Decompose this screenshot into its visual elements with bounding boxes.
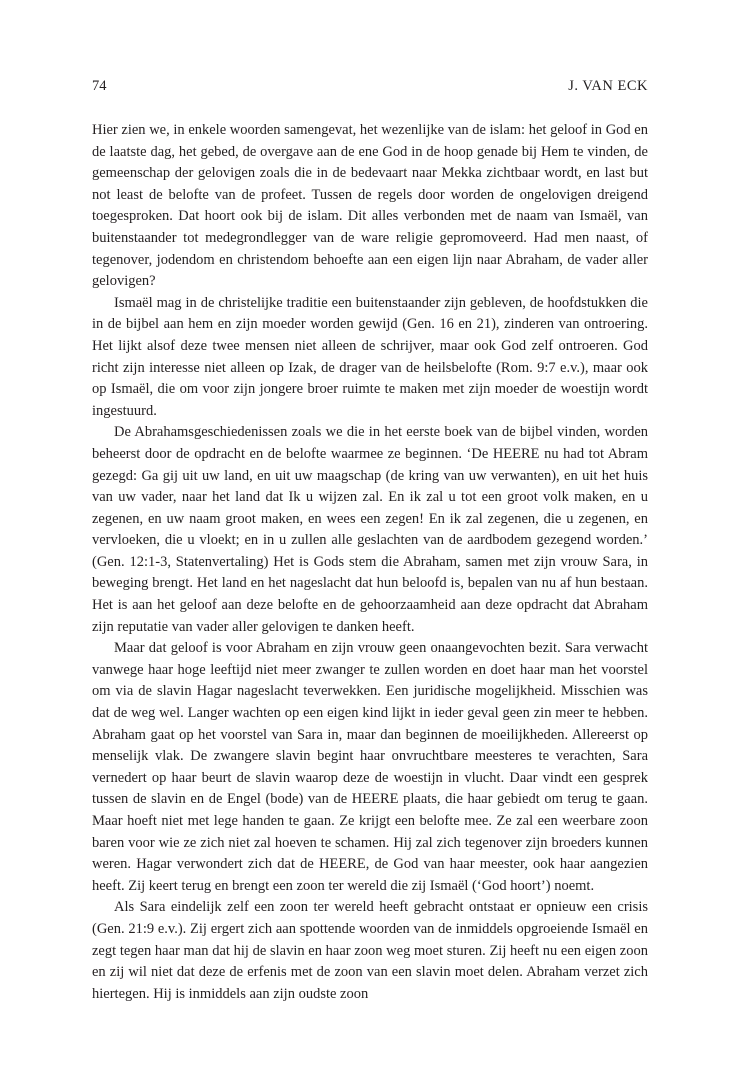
paragraph: Maar dat geloof is voor Abraham en zijn vrouw geen onaangevochten bezit. Sara verwacht vanwege haar hoge leeftijd niet meer zwanger te zullen worden en doet haar man het voorstel om via de slavin Hagar nageslacht teverwekken. Een juridische mogelijkheid. Misschien was dat de weg wel. Langer wachten op een eigen kind lijkt in ieder geval geen zin meer te hebben. Abraham gaat op het voorstel van Sara in, maar dan beginnen de moeilijkheden. Allereerst op menselijk vlak. De zwangere slavin begint haar onvruchtbare meesteres te verachten, Sara vernedert op haar beurt de slavin waarop deze de woestijn in vlucht. Daar vindt een gesprek tussen de slavin en de Engel (bode) van de HEERE plaats, die haar gebiedt om terug te gaan. Maar hoeft niet met lege handen te gaan. Ze krijgt een belofte mee. Ze zal een weerbare zoon baren voor wie ze zich niet zal hoeven te schamen. Hij zal zich tegenover zijn broeders kunnen weren. Hagar verwondert zich dat de HEERE, de God van haar meester, ook haar aangezien heeft. Zij keert terug en brengt een zoon ter wereld die zij Ismaël (‘God hoort’) noemt. [92, 640, 648, 894]
paragraph: Hier zien we, in enkele woorden samengevat, het wezenlijke van de islam: het geloof in God en de laatste dag, het gebed, de overgave aan de ene God in de hoop genade bij Hem te vinden, de gemeenschap der gelovigen zoals die in de bedevaart naar Mekka zichtbaar wordt, en last but not least de belofte van de profeet. Tussen de regels door worden de ongelovigen dreigend toegesproken. Dat hoort ook bij de islam. Dit alles verbonden met de naam van Ismaël, van buitenstaander tot medegrondlegger van de ware religie gepromoveerd. Had men naast, of tegenover, jodendom en christendom behoefte aan een eigen lijn naar Abraham, de vader aller gelovigen? [92, 122, 648, 290]
running-head-author: J. VAN ECK [568, 78, 648, 94]
book-page [92, 76, 648, 1005]
page-number: 74 [92, 78, 107, 94]
paragraph: Als Sara eindelijk zelf een zoon ter wereld heeft gebracht ontstaat er opnieuw een crisis (Gen. 21:9 e.v.). Zij ergert zich aan spottende woorden van de inmiddels opgroeiende Ismaël en zegt tegen haar man dat hij de slavin en haar zoon weg moet sturen. Zij heeft nu een eigen zoon en zij wil niet dat deze de erfenis met de zoon van een slavin moet delen. Abraham verzet zich hiertegen. Hij is inmiddels aan zijn oudste zoon [92, 899, 648, 1002]
running-head [92, 76, 648, 96]
paragraph: De Abrahamsgeschiedenissen zoals we die in het eerste boek van de bijbel vinden, worden beheerst door de opdracht en de belofte waarmee ze beginnen. ‘De HEERE nu had tot Abram gezegd: Ga gij uit uw land, en uit uw maagschap (de kring van uw verwanten), en uit het huis van uw vader, naar het land dat Ik u wijzen zal. En ik zal u tot een groot volk maken, en u zegenen, en uw naam groot maken, en wees een zegen! En ik zal zegenen, die u zegenen, en vervloeken, die u vloekt; en in u zullen alle geslachten van de aardbodem gezegend worden.’ (Gen. 12:1-3, Statenvertaling) Het is Gods stem die Abraham, samen met zijn vrouw Sara, in beweging brengt. Het land en het nageslacht dat hun beloofd is, bepalen van nu af hun bestaan. Het is aan het geloof aan deze belofte en de gehoorzaamheid aan deze opdracht dat Abraham zijn reputatie van vader aller gelovigen te danken heeft. [92, 424, 648, 635]
paragraph: Ismaël mag in de christelijke traditie een buitenstaander zijn gebleven, de hoofdstukken die in de bijbel aan hem en zijn moeder worden gewijd (Gen. 16 en 21), zinderen van ontroering. Het lijkt alsof deze twee mensen niet alleen de schrijver, maar ook God zelf ontroeren. God richt zijn interesse niet alleen op Izak, de drager van de heilsbelofte (Rom. 9:7 e.v.), maar ook op Ismaël, die om voor zijn jongere broer ruimte te maken met zijn moeder de woestijn wordt ingestuurd. [92, 294, 648, 419]
body-text [92, 120, 648, 1005]
